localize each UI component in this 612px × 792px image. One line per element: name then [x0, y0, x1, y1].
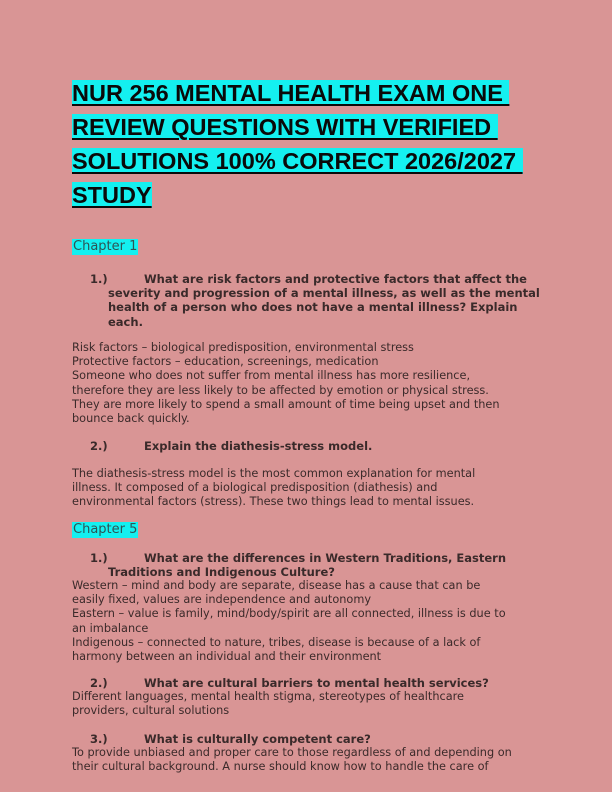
- title-line: SOLUTIONS 100% CORRECT 2026/2027: [72, 148, 523, 174]
- document-title: [72, 76, 542, 212]
- question-text: What are the differences in Western Traditions, Eastern Traditions and Indigenous Culture?: [108, 551, 507, 580]
- chapter-1-heading: Chapter 1: [73, 239, 138, 254]
- answer-line: Indigenous – connected to nature, tribes, disease is because of a lack of: [72, 635, 481, 649]
- answer-line: Risk factors – biological predisposition, environmental stress: [72, 341, 414, 354]
- question-number: 1.): [90, 551, 108, 565]
- answer-line: their cultural background. A nurse should know how to handle the care of: [72, 760, 489, 774]
- answer-line: Eastern – value is family, mind/body/spirit are all connected, illness is due to: [72, 607, 506, 621]
- answer-line: providers, cultural solutions: [72, 704, 230, 718]
- question-number: 3.): [90, 732, 108, 746]
- answer-5-3: [72, 746, 542, 774]
- question-1-1: [90, 272, 540, 329]
- answer-line: therefore they are less likely to be affected by emotion or physical stress.: [72, 383, 489, 397]
- question-text: Explain the diathesis-stress model.: [144, 439, 373, 453]
- answer-line: To provide unbiased and proper care to those regardless of and depending on: [72, 746, 512, 759]
- answer-line: Someone who does not suffer from mental illness has more resilience,: [72, 369, 471, 383]
- answer-line: harmony between an individual and their environment: [72, 650, 382, 664]
- answer-5-1: [72, 579, 542, 664]
- answer-line: easily fixed, values are independence and autonomy: [72, 593, 372, 607]
- answer-line: The diathesis-stress model is the most common explanation for mental: [72, 467, 476, 480]
- question-5-2: [90, 676, 540, 690]
- answer-line: Western – mind and body are separate, disease has a cause that can be: [72, 579, 481, 592]
- answer-line: Protective factors – education, screenings, medication: [72, 355, 379, 369]
- answer-line: They are more likely to spend a small amount of time being upset and then: [72, 397, 500, 411]
- question-number: 1.): [90, 272, 108, 286]
- question-5-1: [90, 551, 540, 579]
- answer-5-2: [72, 690, 542, 718]
- answer-line: an imbalance: [72, 621, 149, 635]
- answer-line: environmental factors (stress). These two things lead to mental issues.: [72, 495, 475, 509]
- answer-line: bounce back quickly.: [72, 412, 190, 426]
- chapter-5-heading: Chapter 5: [73, 522, 138, 537]
- title-line: REVIEW QUESTIONS WITH VERIFIED: [72, 114, 498, 140]
- question-text: What are cultural barriers to mental health services?: [144, 676, 489, 690]
- question-text: What is culturally competent care?: [144, 732, 371, 746]
- title-line: NUR 256 MENTAL HEALTH EXAM ONE: [72, 80, 510, 106]
- answer-1-2: [72, 467, 542, 510]
- answer-line: illness. It composed of a biological predisposition (diathesis) and: [72, 481, 438, 495]
- question-text: What are risk factors and protective factors that affect the severity and progression of a mental illness, as well as the mental health of a person who does not have a mental illness? Explain each.: [108, 272, 540, 329]
- answer-line: Different languages, mental health stigma, stereotypes of healthcare: [72, 690, 464, 703]
- question-number: 2.): [90, 439, 108, 453]
- title-line: STUDY: [72, 182, 152, 208]
- question-number: 2.): [90, 676, 108, 690]
- question-5-3: [90, 732, 540, 746]
- answer-1-1: [72, 341, 542, 426]
- question-1-2: [90, 439, 540, 453]
